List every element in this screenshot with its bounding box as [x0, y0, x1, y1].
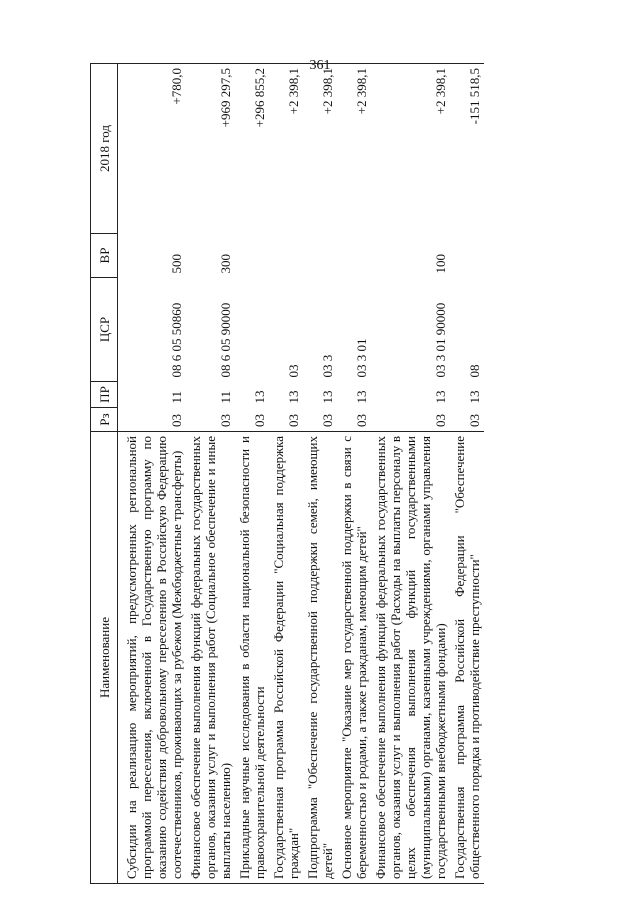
row-sum: +780,0	[118, 64, 187, 234]
row-vr	[235, 234, 269, 278]
row-name: Субсидии на реализацию мероприятий, предусмотренных региональной программой переселения, включенной в Государственную программу по оказанию содействия добровольному переселению в Российскую Федерацию соотечественников, проживающих за рубежом (Межбюджетные трансферты)	[118, 432, 187, 884]
row-sum: +2 398,1	[303, 64, 337, 234]
rotated-table-container	[90, 64, 595, 884]
row-pr: 13	[354, 390, 369, 404]
row-pr: 13	[467, 390, 482, 404]
row-vr	[450, 234, 484, 278]
row-csr: 03 3 01	[354, 338, 369, 378]
row-vr: 100	[433, 254, 448, 274]
row-csr: 03 3	[320, 354, 335, 378]
table-row	[450, 64, 484, 884]
table-row	[186, 64, 235, 884]
row-rz: 03	[371, 408, 450, 432]
row-pr: 13	[286, 390, 301, 404]
header-vr: ВР	[91, 234, 118, 278]
header-rz: Рз	[91, 408, 118, 432]
row-csr	[235, 278, 269, 382]
row-rz: 03	[186, 408, 235, 432]
table-row	[303, 64, 337, 884]
row-vr	[269, 234, 303, 278]
row-csr: 08 6 05 50860	[169, 302, 184, 378]
row-sum: -151 518,5	[450, 64, 484, 234]
row-sum: +2 398,1	[371, 64, 450, 234]
row-rz: 03	[235, 408, 269, 432]
budget-table	[90, 63, 484, 884]
header-name: Наименование	[91, 432, 118, 884]
row-pr: 13	[320, 390, 335, 404]
header-csr: ЦСР	[91, 278, 118, 382]
header-year: 2018 год	[91, 64, 118, 234]
row-rz: 03	[118, 408, 187, 432]
row-rz: 03	[303, 408, 337, 432]
row-vr: 500	[169, 254, 184, 274]
row-name: Государственная программа Российской Федерации "Социальная поддержка граждан"	[269, 432, 303, 884]
row-name: Основное мероприятие "Оказание мер государственной поддержки в связи с беременностью и родами, а также гражданам, имеющим детей"	[337, 432, 371, 884]
table-row	[235, 64, 269, 884]
table-row	[337, 64, 371, 884]
row-sum: +296 855,2	[235, 64, 269, 234]
table-row	[371, 64, 450, 884]
row-vr: 300	[218, 254, 233, 274]
row-rz: 03	[450, 408, 484, 432]
row-rz: 03	[269, 408, 303, 432]
table-header-row	[91, 64, 118, 884]
table-row	[118, 64, 187, 884]
row-name: Финансовое обеспечение выполнения функций федеральных государственных органов, оказания услуг и выполнения работ (Социальное обеспечение и иные выплаты населению)	[186, 432, 235, 884]
row-sum: +969 297,5	[186, 64, 235, 234]
row-csr: 08	[467, 364, 482, 378]
page-number: 361	[309, 58, 331, 73]
table-row	[269, 64, 303, 884]
row-name: Финансовое обеспечение выполнения функций федеральных государственных органов, оказания услуг и выполнения работ (Расходы на выплаты персоналу в целях обеспечения выполнения функций государственными (муниципальными) органами, казенными учреждениями, органами управления государственными внебюджетными фондами)	[371, 432, 450, 884]
row-csr: 08 6 05 90000	[218, 302, 233, 378]
header-pr: ПР	[91, 382, 118, 408]
row-pr: 13	[433, 390, 448, 404]
row-pr: 13	[252, 390, 267, 404]
row-pr: 11	[218, 390, 233, 404]
row-name: Государственная программа Российской Федерации "Обеспечение общественного порядка и противодействие преступности"	[450, 432, 484, 884]
row-pr: 11	[169, 390, 184, 404]
row-csr: 03 3 01 90000	[433, 302, 448, 378]
row-csr: 03	[286, 364, 301, 378]
row-name: Подпрограмма "Обеспечение государственной поддержки семей, имеющих детей"	[303, 432, 337, 884]
row-sum: +2 398,1	[269, 64, 303, 234]
row-vr	[303, 234, 337, 278]
row-rz: 03	[337, 408, 371, 432]
row-sum: +2 398,1	[337, 64, 371, 234]
row-vr	[337, 234, 371, 278]
row-name: Прикладные научные исследования в области национальной безопасности и правоохранительной деятельности	[235, 432, 269, 884]
